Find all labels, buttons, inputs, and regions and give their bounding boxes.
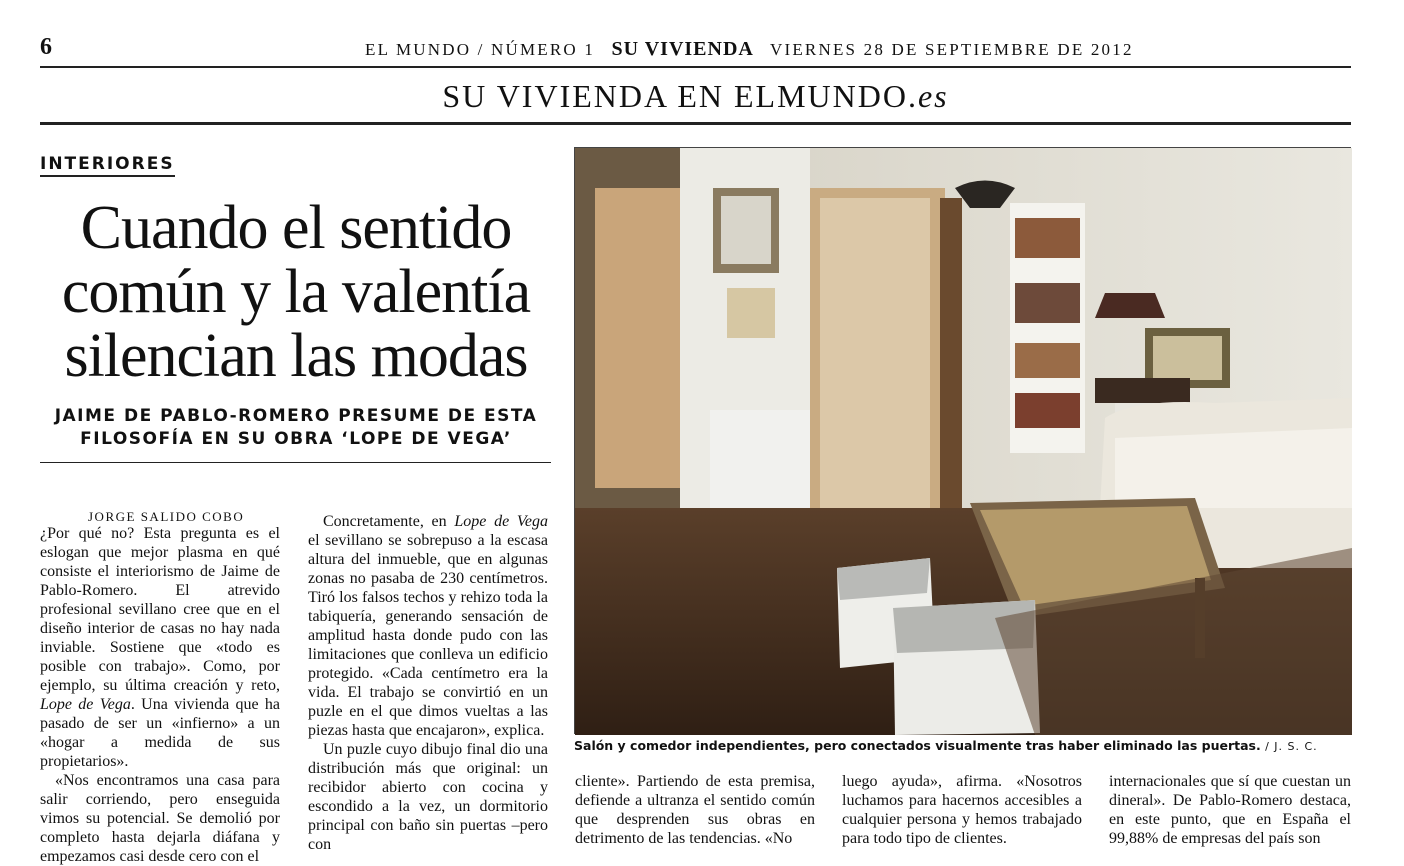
folio-publication: EL MUNDO / NÚMERO 1 [365,40,596,59]
article-column-5: internacionales que sí que cuestan un dineral». De Pablo-Romero destaca, en este punto, que en España el 99,88% de empresas del país son [1109,773,1351,847]
text-run: . Una vivienda que ha pasado de ser un «infierno» a un «hogar a medida de sus propietarios». [40,696,281,770]
folio-brand: SU VIVIENDA [611,38,754,60]
text-run: el sevillano se sobrepuso a la escasa altura del inmueble, que en algunas zonas no pasaba de 230 centímetros. Tiró los falsos techos y rehizo toda la tabiquería, generando sensación de amplitud hasta donde pudo con las limitaciones que conlleva un edificio protegido. «Cada centímetro era la vida. El trabajo se convirtió en un puzle en el que dimos vueltas a las piezas hasta que encajaron», explica. [308,532,548,739]
byline: JORGE SALIDO COBO [88,509,245,524]
folio-date: VIERNES 28 DE SEPTIEMBRE DE 2012 [770,40,1134,59]
top-rule [40,66,1351,68]
photo-credit: / J. S. C. [1265,740,1318,753]
text-run: ¿Por qué no? Esta pregunta es el eslogan que mejor plasma en qué consiste el interiorismo de Jaime de Pablo-Romero. El atrevido profesional sevillano cree que en el diseño interior de casas no hay nada inviable. Sostiene que «todo es posible con trabajo». Como, por ejemplo, su última creación y reto, [40,525,280,694]
photo-caption [574,738,1318,753]
headline: Cuando el sentido común y la valentía silencian las modas [61,194,531,390]
section-heading-main: SU VIVIENDA EN ELMUNDO. [442,78,918,114]
section-heading-suffix: es [917,78,949,114]
kicker: INTERIORES [40,154,175,177]
subhead-rule [40,462,551,463]
text-run: Concretamente, en [323,513,455,530]
article-column-3: cliente». Partiendo de esta premisa, defiende a ultranza el sentido común que desprenden sus obras en detrimento de las tendencias. «No [575,773,815,847]
section-rule [40,122,1351,125]
page-number: 6 [40,34,52,60]
caption-text: Salón y comedor independientes, pero conectados visualmente tras haber eliminado las puertas. [574,738,1261,753]
paragraph [308,512,548,740]
paragraph: Un puzle cuyo dibujo final dio una distribución más que original: un recibidor abierto con cocina y escondido a la vez, un dormitorio principal con baño sin puertas –pero con [308,741,548,853]
italic-title: Lope de Vega [454,513,548,530]
section-heading [40,78,1351,115]
paragraph [40,524,280,771]
article-column-2 [308,512,548,854]
subhead: JAIME DE PABLO-ROMERO PRESUME DE ESTA FILOSOFÍA EN SU OBRA ‘LOPE DE VEGA’ [54,406,538,449]
article-column-1 [40,524,280,866]
living-room-photo [574,147,1351,734]
folio [365,38,1134,61]
paragraph: «Nos encontramos una casa para salir corriendo, pero enseguida vimos su potencial. Se demolió por completo hasta dejarla diáfana y empezamos casi desde cero con el [40,772,280,865]
article-column-4: luego ayuda», afirma. «Nosotros luchamos para hacernos accesibles a cualquier persona y hemos trabajado para todo tipo de clientes. [842,773,1082,847]
italic-title: Lope de Vega [40,696,131,713]
